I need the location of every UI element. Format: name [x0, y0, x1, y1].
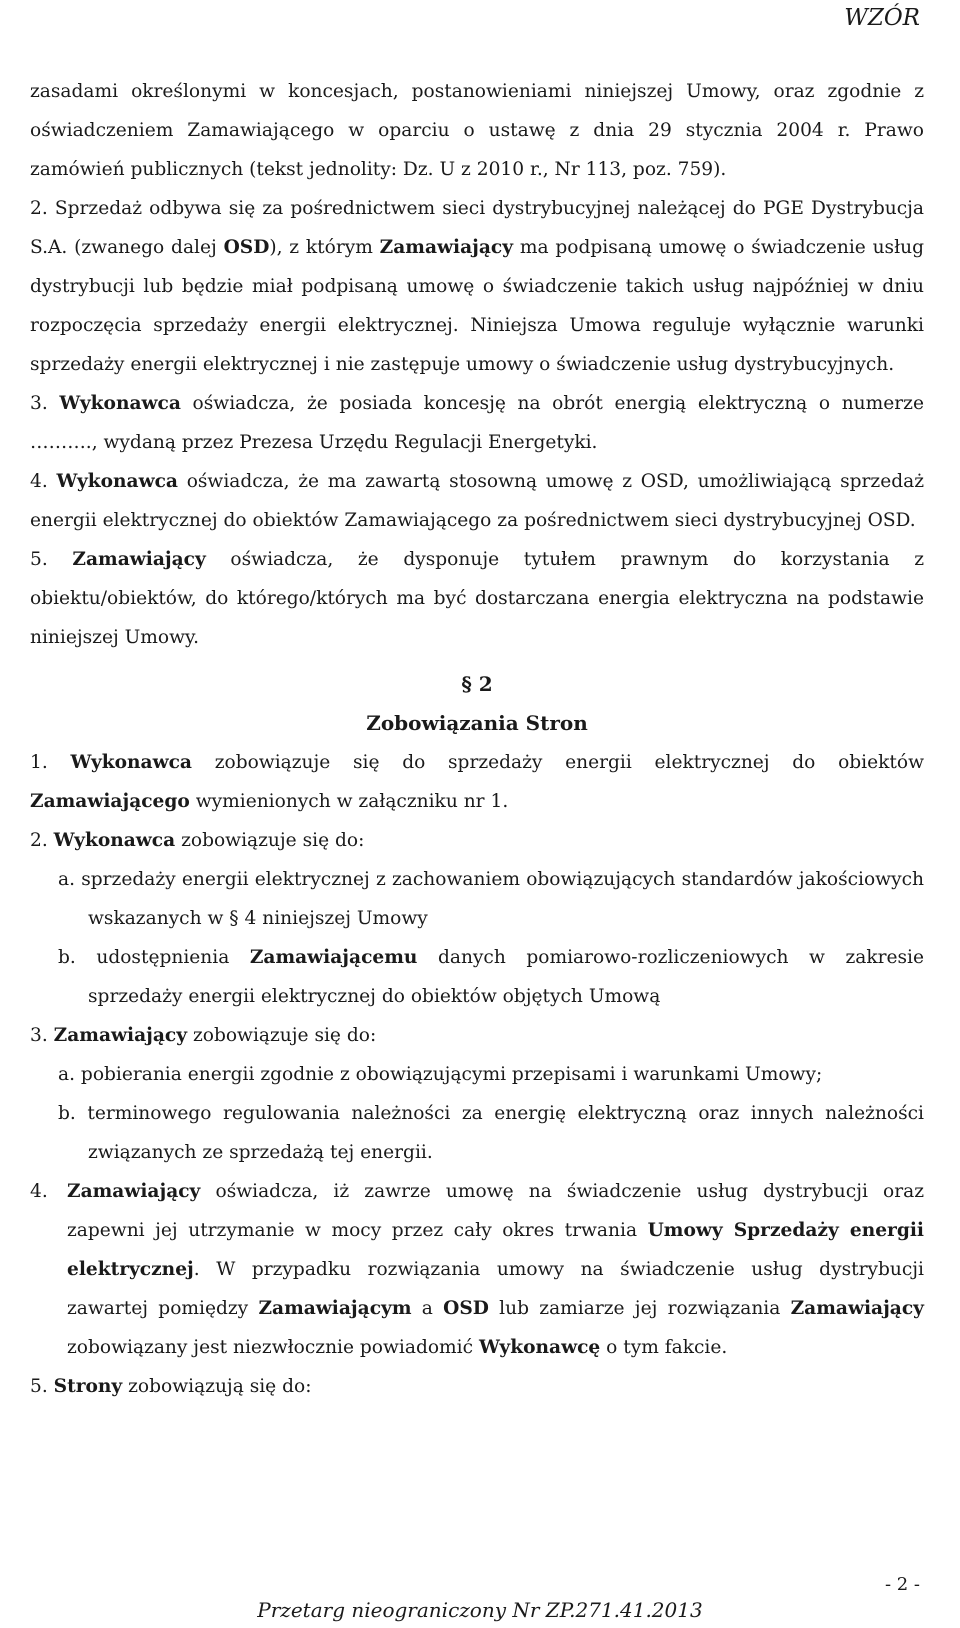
paragraph-2	[30, 189, 924, 384]
page-number: - 2 -	[884, 1574, 920, 1595]
bold-term: Wykonawca	[70, 752, 192, 773]
footer-text: Przetarg nieograniczony Nr ZP.271.41.2013	[257, 1598, 703, 1622]
paragraph-text: oświadcza, że dysponuje tytułem prawnym do korzystania z obiektu/obiektów, do którego/których ma być dostarczana energia elektryczna na podstawie niniejszej Umowy.	[30, 549, 924, 648]
paragraph-text: zobowiązuje się do sprzedaży energii elektrycznej do obiektów	[191, 752, 924, 773]
paragraph-1	[30, 72, 924, 189]
header-label: WZÓR	[844, 5, 920, 31]
bold-term: Zamawiający	[790, 1298, 924, 1319]
bold-term: OSD	[223, 237, 270, 258]
paragraph-number: 3.	[30, 393, 48, 414]
list-item-text: terminowego regulowania należności za energię elektryczną oraz innych należności związanych ze sprzedażą tej energii.	[75, 1103, 924, 1163]
bold-term: Zamawiający	[53, 1025, 188, 1046]
paragraph-text: oświadcza, że posiada koncesję na obrót energią elektryczną o numerze ………., wydaną przez Prezesa Urzędu Regulacji Energetyki.	[30, 393, 924, 453]
paragraph-text: zobowiązany jest niezwłocznie powiadomić	[67, 1337, 479, 1358]
bold-term: Wykonawca	[59, 393, 181, 414]
paragraph-text: a	[411, 1298, 444, 1319]
bold-term: Zamawiający	[72, 549, 206, 570]
obligation-2-item-b	[30, 938, 924, 1016]
list-item-text: sprzedaży energii elektrycznej z zachowaniem obowiązujących standardów jakościowych wskazanych w § 4 niniejszej Umowy	[75, 869, 924, 929]
paragraph-number: 3.	[30, 1025, 48, 1046]
list-item-text: udostępnienia	[75, 947, 250, 968]
paragraph-number: 4.	[30, 1181, 48, 1202]
paragraph-text: zobowiązują się do:	[122, 1376, 312, 1397]
paragraph-number: 4.	[30, 471, 48, 492]
paragraph-text: ma podpisaną umowę o świadczenie usług dystrybucji lub będzie miał podpisaną umowę o świadczenie takich usług najpóźniej w dniu rozpoczęcia sprzedaży energii elektrycznej. Niniejsza Umowa reguluje wyłącznie warunki sprzedaży energii elektrycznej i nie zastępuje umowy o świadczenie usług dystrybucyjnych.	[30, 237, 924, 375]
paragraph-number: 5.	[30, 549, 48, 570]
paragraph-number: 1.	[30, 752, 48, 773]
section-title: Zobowiązania Stron	[366, 711, 588, 735]
bold-term: Wykonawca	[56, 471, 178, 492]
obligation-2-item-a	[30, 860, 924, 938]
paragraph-text: ), z którym	[269, 237, 380, 258]
bold-term: Zamawiającego	[30, 791, 190, 812]
list-item-text: danych pomiarowo-rozliczeniowych w zakresie sprzedaży energii elektrycznej do obiektów objętych Umową	[88, 947, 925, 1007]
paragraph-text: lub zamiarze jej rozwiązania	[488, 1298, 791, 1319]
document-body	[30, 72, 924, 1406]
paragraph-text: oświadcza, iż zawrze umowę na świadczenie usług dystrybucji oraz zapewni jej utrzymanie w mocy przez cały okres trwania	[67, 1181, 924, 1241]
paragraph-text: oświadcza, że ma zawartą stosowną umowę z OSD, umożliwiającą sprzedaż energii elektrycznej do obiektów Zamawiającego za pośrednictwem sieci dystrybucyjnej OSD.	[30, 471, 924, 531]
obligation-5	[30, 1367, 924, 1406]
obligation-1	[30, 743, 924, 821]
bold-term: Zamawiający	[379, 237, 514, 258]
paragraph-text: zobowiązuje się do:	[175, 830, 365, 851]
list-marker: a.	[58, 1064, 75, 1085]
obligation-3	[30, 1016, 924, 1055]
paragraph-number: 2.	[30, 198, 48, 219]
paragraph-4	[30, 462, 924, 540]
bold-term: Umowy Sprzedaży energii elektrycznej	[67, 1220, 924, 1280]
list-item-text: pobierania energii zgodnie z obowiązującymi przepisami i warunkami Umowy;	[75, 1064, 823, 1085]
paragraph-text: . W przypadku rozwiązania umowy na świadczenie usług dystrybucji zawartej pomiędzy	[67, 1259, 924, 1319]
bold-term: Zamawiającym	[258, 1298, 412, 1319]
bold-term: OSD	[443, 1298, 489, 1319]
paragraph-1-text: zasadami określonymi w koncesjach, postanowieniami niniejszej Umowy, oraz zgodnie z oświadczeniem Zamawiającego w oparciu o ustawę z dnia 29 stycznia 2004 r. Prawo zamówień publicznych (tekst jednolity: Dz. U z 2010 r., Nr 113, poz. 759).	[30, 81, 924, 180]
obligation-3-item-b	[30, 1094, 924, 1172]
paragraph-3	[30, 384, 924, 462]
bold-term: Strony	[53, 1376, 123, 1397]
obligation-3-item-a	[30, 1055, 924, 1094]
paragraph-text: wymienionych w załączniku nr 1.	[189, 791, 509, 812]
obligation-4	[30, 1172, 924, 1367]
section-symbol: § 2	[461, 672, 493, 696]
bold-term: Wykonawcę	[478, 1337, 601, 1358]
list-marker: b.	[58, 947, 76, 968]
bold-term: Zamawiającemu	[249, 947, 418, 968]
list-marker: b.	[58, 1103, 76, 1124]
paragraph-text: Sprzedaż odbywa się za pośrednictwem sieci dystrybucyjnej należącej do PGE Dystrybucja S.A. (zwanego dalej	[30, 198, 924, 258]
paragraph-number: 2.	[30, 830, 48, 851]
bold-term: Wykonawca	[53, 830, 176, 851]
paragraph-text: zobowiązuje się do:	[187, 1025, 377, 1046]
paragraph-text: o tym fakcie.	[600, 1337, 728, 1358]
paragraph-5	[30, 540, 924, 657]
obligation-2	[30, 821, 924, 860]
paragraph-number: 5.	[30, 1376, 48, 1397]
bold-term: Zamawiający	[67, 1181, 201, 1202]
list-marker: a.	[58, 869, 75, 890]
